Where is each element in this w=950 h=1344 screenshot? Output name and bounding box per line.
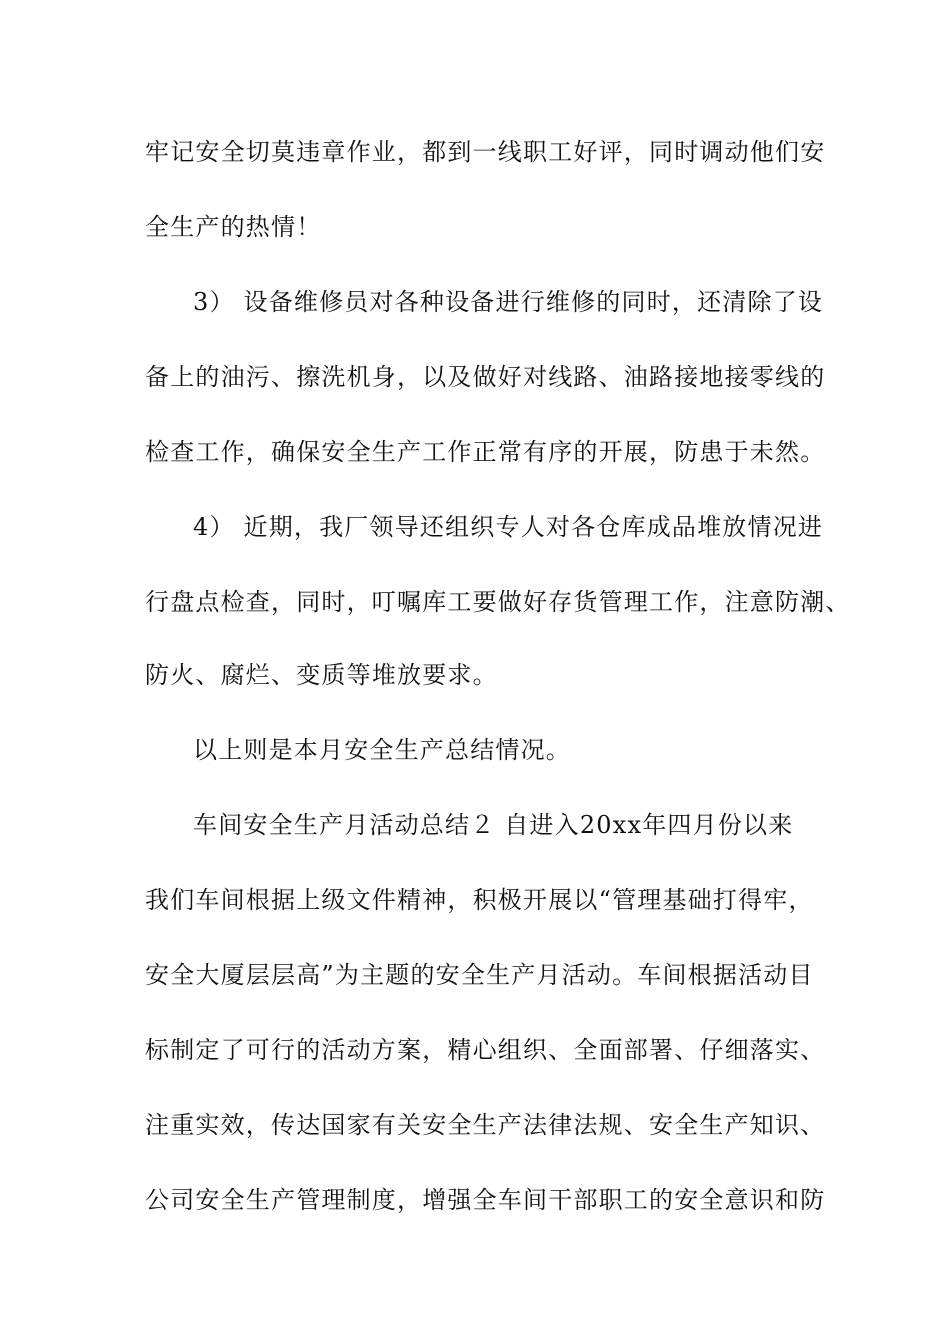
text-line: 牢记安全切莫违章作业，都到一线职工好评，同时调动他们安 [145, 138, 826, 166]
text-line: 行盘点检查，同时，叮嘱库工要做好存货管理工作，注意防潮、 [145, 588, 851, 616]
summary-line: 以上则是本月安全生产总结情况。 [193, 736, 571, 764]
text-line: 注重实效，传达国家有关安全生产法律法规、安全生产知识、 [145, 1111, 826, 1139]
list-item-3: 3） 设备维修员对各种设备进行维修的同时，还清除了设 [193, 288, 824, 316]
list-item-4: 4） 近期，我厂领导还组织专人对各仓库成品堆放情况进 [193, 513, 824, 541]
text-line: 检查工作，确保安全生产工作正常有序的开展，防患于未然。 [145, 438, 826, 466]
section-heading-line: 车间安全生产月活动总结２ 自进入20xx年四月份以来 [193, 811, 794, 839]
text-line: 公司安全生产管理制度，增强全车间干部职工的安全意识和防 [145, 1186, 826, 1214]
text-line: 全生产的热情！ [145, 213, 322, 241]
text-line: 防火、腐烂、变质等堆放要求。 [145, 661, 498, 689]
text-line: 安全大厦层层高”为主题的安全生产月活动。车间根据活动目 [145, 961, 814, 989]
text-line: 标制定了可行的活动方案，精心组织、全面部署、仔细落实、 [145, 1036, 826, 1064]
text-line: 备上的油污、擦洗机身，以及做好对线路、油路接地接零线的 [145, 363, 826, 391]
text-line: 我们车间根据上级文件精神，积极开展以“管理基础打得牢， [145, 886, 814, 914]
